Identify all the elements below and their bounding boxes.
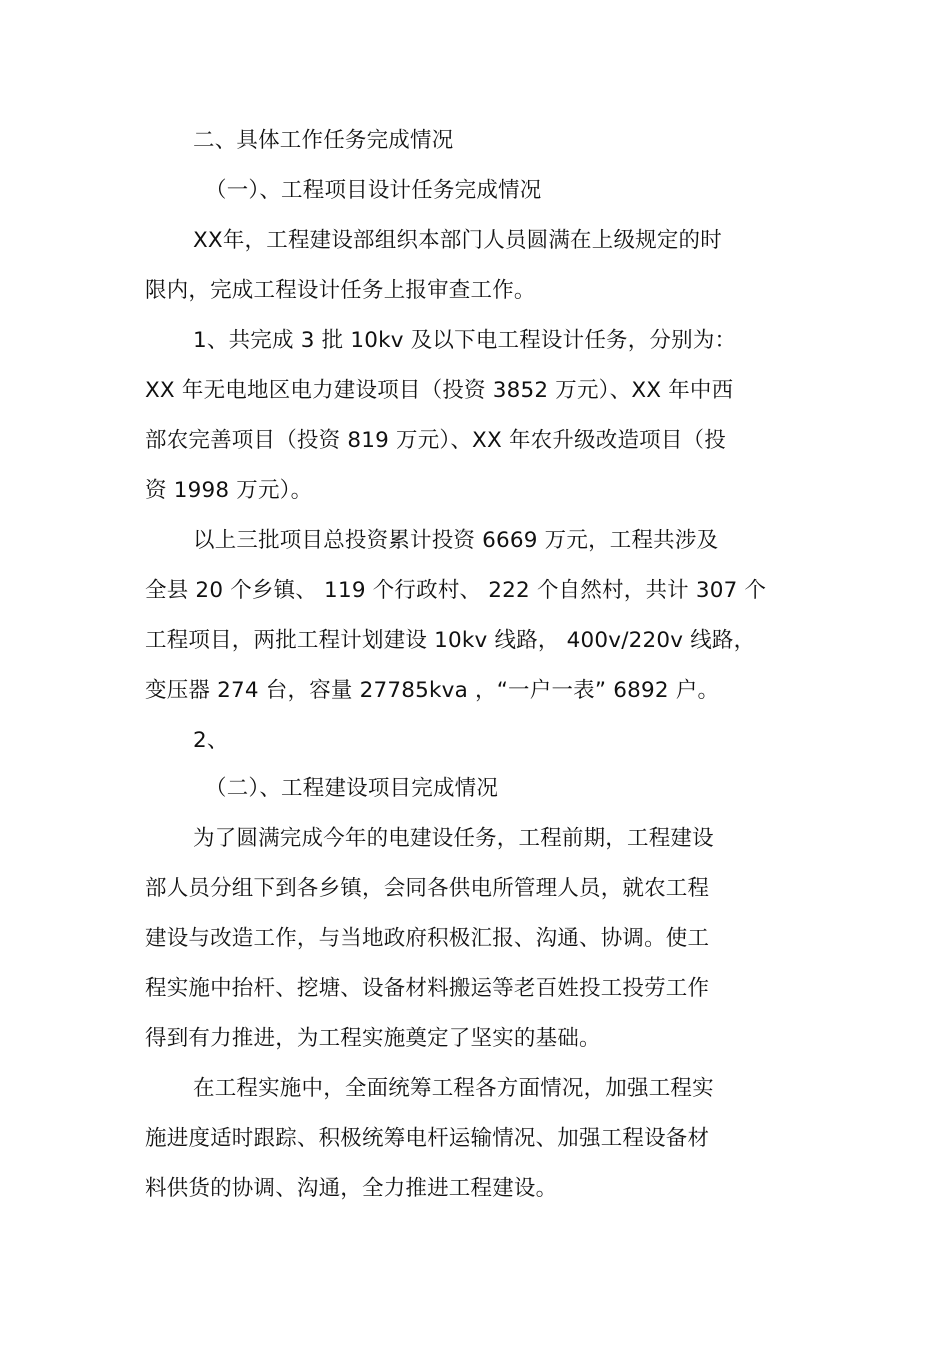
subsection-heading: （二）、工程建设项目完成情况 <box>205 776 499 801</box>
paragraph-line: 建设与改造工作，与当地政府积极汇报、沟通、协调。使工 <box>145 926 710 951</box>
paragraph-line: 限内，完成工程设计任务上报审查工作。 <box>145 278 536 303</box>
paragraph-line: 料供货的协调、沟通，全力推进工程建设。 <box>145 1176 558 1201</box>
paragraph-line: 以上三批项目总投资累计投资 6669 万元，工程共涉及 <box>193 528 719 553</box>
paragraph-line: 资 1998 万元）。 <box>145 478 313 503</box>
paragraph-line: 在工程实施中，全面统筹工程各方面情况，加强工程实 <box>193 1076 714 1101</box>
paragraph-line: 1、共完成 3 批 10kv 及以下电工程设计任务，分别为： <box>193 328 737 353</box>
list-item-number: 2、 <box>193 728 229 753</box>
paragraph-line: 得到有力推进，为工程实施奠定了坚实的基础。 <box>145 1026 601 1051</box>
paragraph-line: XX 年无电地区电力建设项目（投资 3852 万元）、XX 年中西 <box>145 378 734 403</box>
paragraph-line: 部人员分组下到各乡镇，会同各供电所管理人员，就农工程 <box>145 876 710 901</box>
paragraph-line: 全县 20 个乡镇、 119 个行政村、 222 个自然村，共计 307 个 <box>145 578 767 603</box>
paragraph-line: XX年，工程建设部组织本部门人员圆满在上级规定的时 <box>193 228 722 253</box>
subsection-heading: （一）、工程项目设计任务完成情况 <box>205 178 542 203</box>
paragraph-line: 变压器 274 台，容量 27785kva ，“一户一表” 6892 户。 <box>145 678 720 703</box>
paragraph-line: 为了圆满完成今年的电建设任务，工程前期，工程建设 <box>193 826 714 851</box>
paragraph-line: 工程项目，两批工程计划建设 10kv 线路， 400v/220v 线路， <box>145 628 756 653</box>
section-heading: 二、具体工作任务完成情况 <box>193 128 454 153</box>
paragraph-line: 施进度适时跟踪、积极统筹电杆运输情况、加强工程设备材 <box>145 1126 710 1151</box>
paragraph-line: 程实施中抬杆、挖塘、设备材料搬运等老百姓投工投劳工作 <box>145 976 710 1001</box>
paragraph-line: 部农完善项目（投资 819 万元）、XX 年农升级改造项目（投 <box>145 428 726 453</box>
